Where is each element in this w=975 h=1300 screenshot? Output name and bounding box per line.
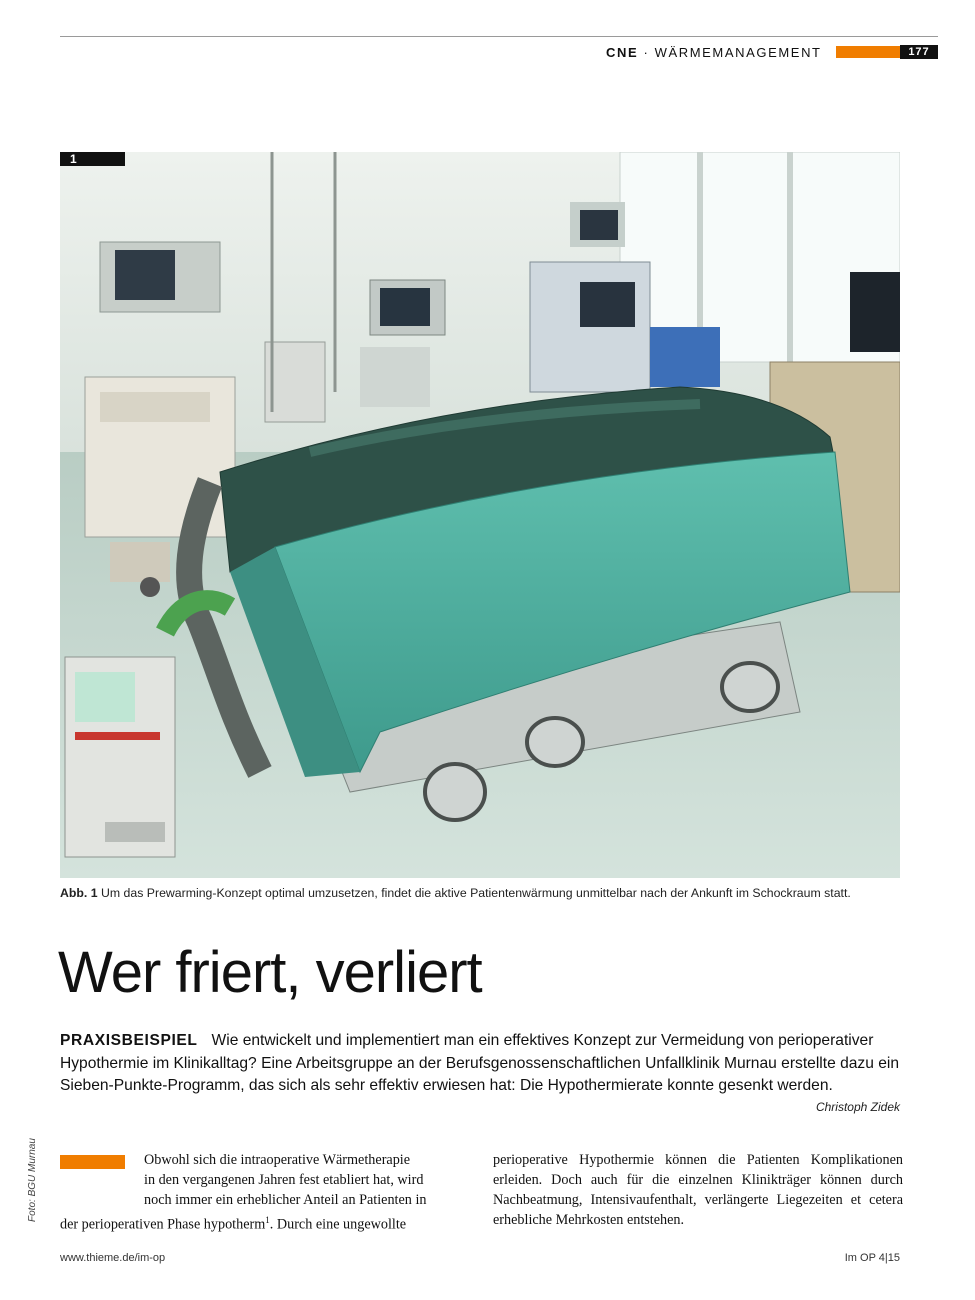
body-line-text: . Durch eine ungewollte — [269, 1216, 407, 1233]
article-headline: Wer friert, verliert — [58, 940, 482, 1005]
body-column-1 — [60, 1150, 470, 1235]
header-accent-bar — [836, 46, 900, 58]
photo-credit: Foto: BGU Murnau — [27, 1138, 38, 1222]
lead-text: Wie entwickelt und implementiert man ein effektives Konzept zur Vermeidung von perioperativer Hypothermie im Klinikalltag? Eine Arbeitsgruppe an der Berufsgenossenschaftlichen Unfallklinik Murnau erstellte dazu ein Sieben-Punkte-Programm, das sich als sehr effektiv erwiesen hat: Die Hypothermierate konnte gesenkt werden. — [60, 1032, 900, 1094]
body-paragraph: perioperative Hypothermie können die Patienten Komplikationen erleiden. Doch auch für die einzelnen Klinikträger können durch Nachbeatmung, Intensivaufenthalt, verlängerte Liegezeiten et cetera erhebliche Mehrkosten entstehen. — [493, 1152, 903, 1228]
figure-photo — [60, 152, 900, 878]
body-line-text: der perioperativen Phase hypotherm — [60, 1216, 266, 1233]
section-title — [606, 45, 822, 60]
caption-text: Um das Prewarming-Konzept optimal umzusetzen, findet die aktive Patientenwärmung unmittelbar nach der Ankunft im Schockraum statt. — [101, 886, 851, 900]
lead-kicker: PRAXISBEISPIEL — [60, 1032, 198, 1049]
body-column-2 — [493, 1150, 903, 1230]
footer-issue: Im OP 4|15 — [844, 1252, 900, 1264]
figure-caption — [60, 886, 920, 900]
article-author: Christoph Zidek — [815, 1100, 900, 1114]
section-title-strong: CNE — [606, 45, 639, 60]
header-rule — [60, 36, 938, 37]
footnote-ref[interactable]: 1 — [265, 1215, 270, 1225]
body-line — [60, 1210, 470, 1235]
caption-label: Abb. 1 — [60, 886, 98, 900]
footer-url[interactable]: www.thieme.de/im-op — [60, 1252, 166, 1264]
article-lead — [60, 1030, 902, 1098]
figure-number-badge: 1 — [60, 152, 125, 166]
body-line: noch immer ein erheblicher Anteil an Patienten in — [144, 1192, 427, 1208]
body-line: Obwohl sich die intraoperative Wärmetherapie — [144, 1152, 411, 1168]
section-title-rest: · WÄRMEMANAGEMENT — [638, 45, 822, 60]
page-number: 177 — [900, 45, 938, 59]
body-line: in den vergangenen Jahren fest etabliert hat, wird — [144, 1172, 424, 1188]
